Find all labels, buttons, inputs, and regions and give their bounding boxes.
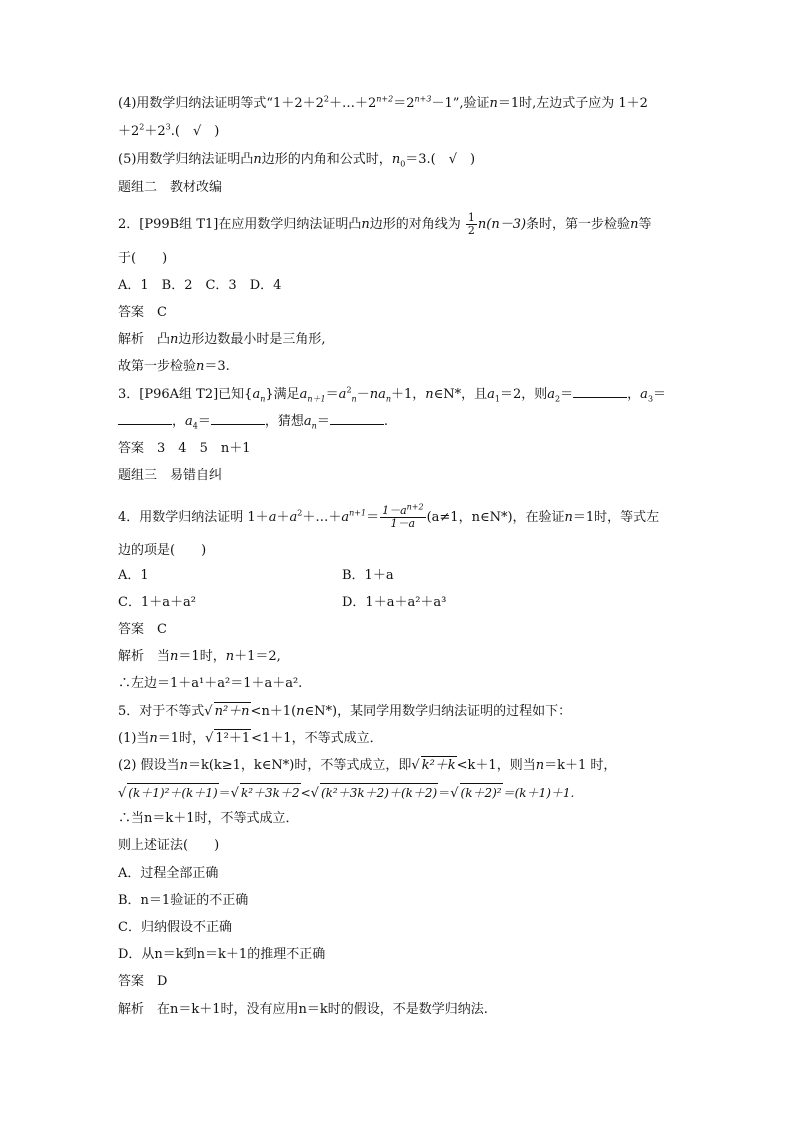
- radicand: n²＋n: [214, 704, 250, 719]
- radicand: (k²＋3k＋2)＋(k＋2): [320, 783, 438, 802]
- text: 故第一步检验: [118, 359, 197, 374]
- sup: n+2: [376, 94, 394, 104]
- q5-step4: ∴当n＝k＋1时，不等式成立．: [118, 811, 299, 826]
- answer-value: D: [157, 974, 168, 989]
- var: n: [196, 359, 205, 374]
- text: 边形的内角和公式时，: [261, 152, 392, 167]
- q5-option-b: B．n＝1验证的不正确: [118, 893, 249, 908]
- text: <: [300, 786, 311, 800]
- var: a: [640, 387, 648, 402]
- q5-analysis: [118, 1001, 488, 1019]
- text: ＝k(k≥1，k∈N*)时，不等式成立，即: [187, 758, 412, 773]
- q4-stem-line1: [118, 502, 660, 530]
- sup: n+1: [349, 508, 367, 518]
- text: ∈N*，且: [433, 387, 488, 402]
- text: (2) 假设当: [118, 758, 180, 773]
- radical-sign: √: [118, 786, 127, 801]
- text: －1”,验证: [431, 96, 490, 111]
- q5-stem: [118, 702, 571, 721]
- text: 5．对于不等式: [118, 704, 205, 719]
- radical-sign: √: [230, 786, 239, 801]
- text: .: [383, 414, 388, 429]
- q2-stem-line2: 于( ): [118, 251, 168, 266]
- text: 3．[P96A组 T2]已知{: [118, 387, 253, 402]
- text: 4．用数学归纳法证明 1＋: [118, 510, 269, 525]
- analysis-label: 解析: [118, 1002, 145, 1017]
- text: (5)用数学归纳法证明凸: [118, 152, 254, 167]
- sub: 1: [494, 394, 500, 404]
- text: ＝2，则: [500, 387, 548, 402]
- q4-analysis-line1: [118, 648, 281, 666]
- var: na: [369, 387, 386, 402]
- text: ＝(k＋1)＋1.: [502, 786, 575, 800]
- text: －: [356, 387, 370, 402]
- var: a: [289, 510, 298, 525]
- sub: 4: [192, 421, 198, 431]
- var: n: [391, 152, 401, 167]
- text: ＝: [560, 387, 574, 402]
- text: ＝: [438, 786, 451, 800]
- q2-analysis-line2: [118, 358, 230, 376]
- q5-option-c: C．归纳假设不正确: [118, 920, 232, 935]
- text: ＝: [218, 786, 231, 800]
- text: ＝1时，等式左: [572, 510, 660, 525]
- radicand: (k＋2)²: [460, 783, 503, 802]
- analysis-label: 解析: [118, 649, 145, 664]
- var: n: [179, 758, 188, 773]
- var: a: [341, 510, 350, 525]
- q1-item-4-line1: [118, 95, 648, 113]
- text: ＋1，: [390, 387, 426, 402]
- radicand: (k＋1)²＋(k＋1): [127, 783, 218, 802]
- text: (4)用数学归纳法证明等式“1＋2＋2: [118, 96, 324, 111]
- q5-question: 则上述证法( ): [118, 838, 220, 853]
- text: 当: [157, 649, 171, 664]
- sup: 2: [297, 508, 303, 518]
- var: n: [564, 510, 573, 525]
- text: }满足: [265, 387, 300, 402]
- group-3-heading: 题组三 易错自纠: [118, 468, 223, 483]
- answer-value: 3 4 5 n＋1: [157, 441, 251, 456]
- text: .( √ ): [170, 124, 220, 139]
- var: n: [535, 758, 545, 773]
- sub: 2: [555, 394, 561, 404]
- sup: 2: [139, 122, 145, 132]
- option-a: A．1: [118, 568, 149, 583]
- q5-option-d: D．从n＝k到n＝k＋1的推理不正确: [118, 947, 326, 962]
- q5-step3: [118, 783, 574, 803]
- q5-option-a: A．过程全部正确: [118, 866, 219, 881]
- sub: 0: [400, 159, 406, 169]
- den: 1－a: [390, 517, 416, 530]
- var: n: [630, 217, 639, 232]
- text: ＝3.: [204, 359, 230, 374]
- sub: n: [351, 394, 357, 404]
- option-c: C．1＋a＋a²: [118, 595, 196, 610]
- radicand: k²＋k: [421, 758, 456, 773]
- text: ＋2: [118, 124, 140, 139]
- var: a: [303, 414, 312, 429]
- radical-sign: √: [204, 704, 213, 719]
- text: ，猜想: [264, 414, 304, 429]
- num: 1: [467, 211, 475, 224]
- text: (a≠1，n∈N*)，在验证: [426, 510, 565, 525]
- var: n: [425, 387, 434, 402]
- text: 等: [638, 217, 652, 232]
- text: ＝k＋1 时，: [544, 758, 617, 773]
- q1-item-5: [118, 151, 475, 169]
- group-2-heading: 题组二 教材改编: [118, 180, 223, 195]
- text: 边形的对角线为: [369, 217, 461, 232]
- answer-label: 答案: [118, 305, 145, 320]
- text: <1＋1，不等式成立．: [251, 731, 383, 746]
- text: 2．[P99B组 T1]在应用数学归纳法证明凸: [118, 217, 362, 232]
- var: n: [170, 332, 179, 347]
- text: ＋: [276, 510, 290, 525]
- var: a: [185, 414, 193, 429]
- analysis-label: 解析: [118, 332, 145, 347]
- q4-analysis-line2: ∴左边＝1＋a¹＋a²＝1＋a＋a².: [118, 676, 303, 691]
- fraction: [380, 502, 426, 530]
- radical-sign: √: [450, 786, 459, 801]
- q3-stem-line2: [118, 412, 388, 431]
- var: a: [299, 387, 308, 402]
- sub: n: [260, 394, 266, 404]
- sup: 3: [165, 122, 171, 132]
- answer-value: C: [157, 305, 167, 320]
- var: a: [268, 510, 277, 525]
- radicand: 1²＋1: [215, 731, 251, 746]
- text: ＋1＝2,: [234, 649, 281, 664]
- text: ＝1时,左边式子应为 1＋2: [497, 96, 648, 111]
- answer-blank[interactable]: [573, 385, 627, 398]
- q4-answer: [118, 621, 167, 639]
- q5-answer: [118, 973, 167, 991]
- var: a: [487, 387, 495, 402]
- sub: n: [385, 394, 391, 404]
- q2-stem-line1: [118, 212, 651, 237]
- radical-sign: √: [310, 786, 319, 801]
- option-b: B．1＋a: [342, 568, 394, 583]
- text: <k＋1，则当: [456, 758, 536, 773]
- q3-answer: [118, 440, 251, 458]
- var: n: [361, 217, 370, 232]
- q3-stem-line1: [118, 385, 666, 404]
- sub: 3: [647, 394, 654, 404]
- text: <n＋1(: [250, 704, 297, 719]
- radicand: k²＋3k＋2: [240, 783, 301, 802]
- text: ∈N*)，某同学用数学归纳法证明的过程如下：: [304, 704, 572, 719]
- fraction-half: [466, 212, 477, 237]
- var: n: [296, 704, 305, 719]
- text: ＋…＋: [302, 510, 342, 525]
- text: ，: [172, 414, 186, 429]
- q2-options: A．1 B．2 C．3 D．4: [118, 278, 282, 293]
- q5-step2: [118, 756, 616, 775]
- var: a: [547, 387, 556, 402]
- radical-sign: √: [411, 758, 420, 773]
- text: ＝: [653, 387, 667, 402]
- radical-sign: √: [205, 731, 214, 746]
- text: 边形边数最小时是三角形,: [178, 332, 326, 347]
- var: a: [252, 387, 261, 402]
- option-d: D．1＋a＋a²＋a³: [342, 595, 447, 610]
- text: ＋…＋2: [328, 96, 377, 111]
- q2-answer: [118, 304, 167, 322]
- answer-label: 答案: [118, 622, 145, 637]
- text: (1)当: [118, 731, 150, 746]
- answer-blank[interactable]: [211, 412, 265, 425]
- sup: n+2: [406, 502, 424, 512]
- text: 凸: [157, 332, 171, 347]
- den: 2: [467, 224, 475, 237]
- var: n: [225, 649, 235, 664]
- sup: n+3: [414, 94, 432, 104]
- sup: 2: [323, 94, 329, 104]
- var: n: [149, 731, 158, 746]
- text: ＝2: [393, 96, 415, 111]
- text: ＝: [316, 414, 330, 429]
- num-text: 1－a: [382, 504, 407, 517]
- text: ，: [627, 387, 641, 402]
- text: ＝: [325, 387, 339, 402]
- var: n: [170, 649, 179, 664]
- text: 条时，第一步检验: [526, 217, 631, 232]
- text: ＝1时，: [178, 649, 226, 664]
- q1-item-4-line2: [118, 123, 219, 141]
- q4-stem-line2: 边的项是( ): [118, 543, 207, 558]
- answer-blank[interactable]: [118, 412, 172, 425]
- sub: n: [311, 421, 317, 431]
- text: ＝1时，: [157, 731, 206, 746]
- answer-value: C: [157, 622, 167, 637]
- analysis-text: 在n＝k＋1时，没有应用n＝k时的假设，不是数学归纳法.: [157, 1002, 488, 1017]
- var: n: [489, 96, 498, 111]
- q2-analysis-line1: [118, 331, 326, 349]
- sub: n＋1: [307, 394, 326, 404]
- text: ＝: [197, 414, 211, 429]
- answer-label: 答案: [118, 441, 145, 456]
- q5-step1: [118, 729, 383, 748]
- var: a: [338, 387, 347, 402]
- answer-label: 答案: [118, 974, 145, 989]
- expr: n(n－3): [477, 217, 527, 232]
- text: ＝3.( √ ): [405, 152, 476, 167]
- text: ＋2: [144, 124, 166, 139]
- sup: 2: [346, 385, 352, 395]
- answer-blank[interactable]: [330, 412, 384, 425]
- var: n: [253, 152, 262, 167]
- text: ＝: [366, 510, 380, 525]
